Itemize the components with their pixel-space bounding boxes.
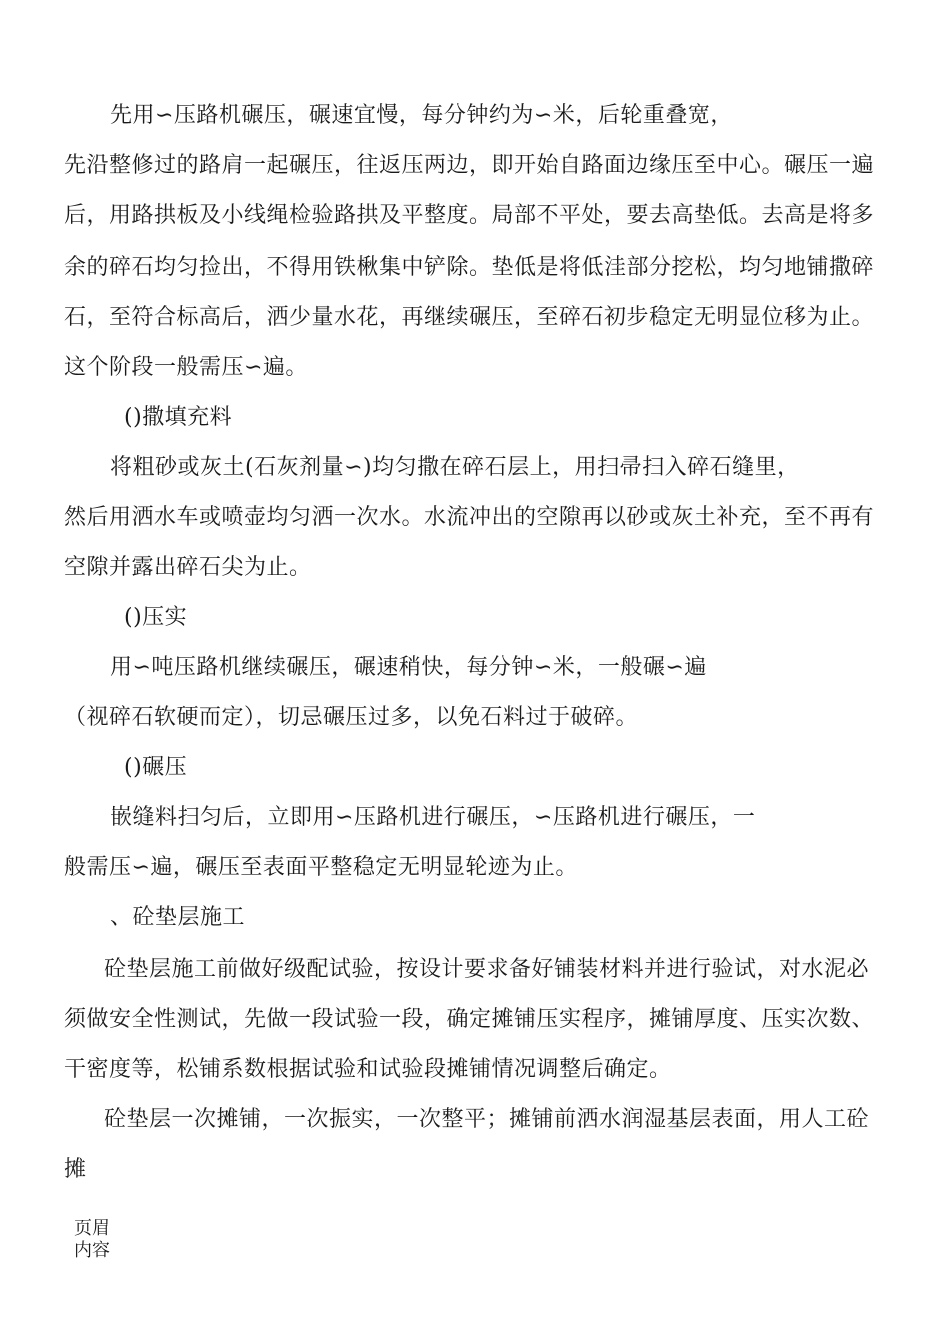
text-line-20: 干密度等，松铺系数根据试验和试验段摊铺情况调整后确定。 — [64, 1057, 672, 1082]
text-line-21: 砼垫层一次摊铺，一次振实，一次整平；摊铺前洒水润湿基层表面，用人工砼 — [104, 1107, 870, 1132]
text-line-8: 将粗砂或灰土(石灰剂量∽)均匀撒在碎石层上，用扫帚扫入碎石缝里， — [110, 455, 800, 480]
section-heading-concrete-cushion: 、砼垫层施工 — [110, 905, 246, 930]
footer-line-1: 页眉 — [74, 1218, 110, 1239]
text-line-12: 用∽吨压路机继续碾压，碾速稍快，每分钟∽米，一般碾∽遍 — [110, 655, 707, 680]
text-line-3: 后，用路拱板及小线绳检验路拱及平整度。局部不平处，要去高垫低。去高是将多 — [64, 203, 875, 228]
page-footer — [74, 1218, 110, 1262]
text-line-5: 石，至符合标高后，洒少量水花，再继续碾压，至碎石初步稳定无明显位移为止。 — [64, 305, 875, 330]
text-line-10: 空隙并露出碎石尖为止。 — [64, 555, 312, 580]
text-line-22: 摊 — [64, 1157, 87, 1182]
text-line-9: 然后用洒水车或喷壶均匀洒一次水。水流冲出的空隙再以砂或灰土补充，至不再有 — [64, 505, 875, 530]
section-heading-compaction: ()压实 — [124, 605, 188, 630]
footer-line-2: 内容 — [74, 1240, 110, 1261]
text-line-15: 嵌缝料扫匀后，立即用∽压路机进行碾压，∽压路机进行碾压，一 — [110, 805, 756, 830]
text-line-16: 般需压∽遍，碾压至表面平整稳定无明显轮迹为止。 — [64, 855, 578, 880]
text-line-4: 余的碎石均匀捡出，不得用铁楸集中铲除。垫低是将低洼部分挖松，均匀地铺撒碎 — [64, 255, 875, 280]
text-line-2: 先沿整修过的路肩一起碾压，往返压两边，即开始自路面边缘压至中心。碾压一遍 — [64, 153, 875, 178]
text-line-13: （视碎石软硬而定），切忌碾压过多，以免石料过于破碎。 — [64, 705, 639, 730]
section-heading-spread-filler: ()撒填充料 — [124, 405, 233, 430]
text-line-6: 这个阶段一般需压∽遍。 — [64, 355, 308, 380]
section-heading-rolling: ()碾压 — [124, 755, 188, 780]
text-line-1: 先用∽压路机碾压，碾速宜慢，每分钟约为∽米，后轮重叠宽， — [110, 103, 733, 128]
text-line-18: 砼垫层施工前做好级配试验，按设计要求备好铺装材料并进行验试，对水泥必 — [104, 957, 870, 982]
text-line-19: 须做安全性测试，先做一段试验一段，确定摊铺压实程序，摊铺厚度、压实次数、 — [64, 1007, 875, 1032]
